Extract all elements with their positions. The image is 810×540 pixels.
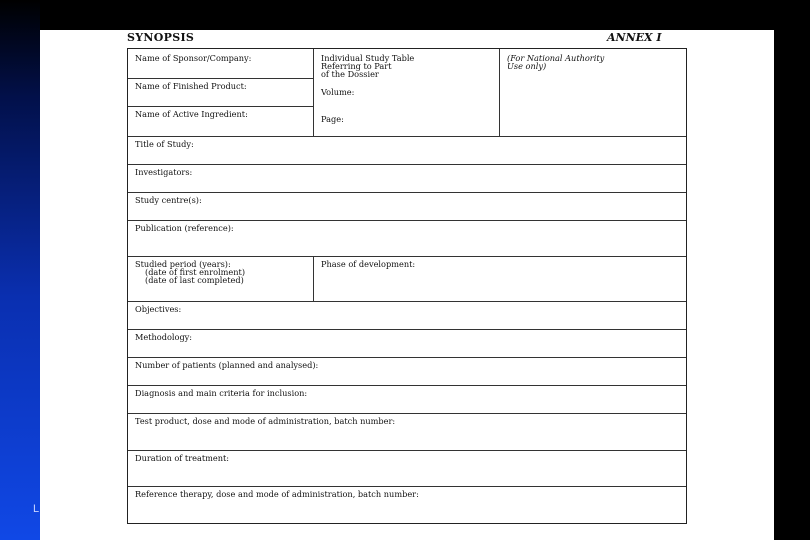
period-phase-divider — [313, 256, 314, 301]
slide-background-strip — [0, 0, 40, 540]
duration-label: Duration of treatment: — [135, 453, 230, 463]
row-divider — [128, 486, 686, 487]
phase-of-development-label: Phase of development: — [321, 259, 416, 269]
active-ingredient-label: Name of Active Ingredient: — [135, 109, 248, 119]
synopsis-form — [127, 48, 687, 524]
footer-text: L — [33, 503, 40, 515]
objectives-label: Objectives: — [135, 304, 182, 314]
volume-label: Volume: — [321, 87, 355, 97]
synopsis-heading: SYNOPSIS — [127, 31, 195, 44]
top-divider-2 — [499, 49, 500, 136]
diagnosis-label: Diagnosis and main criteria for inclusion: — [135, 388, 308, 398]
row-divider — [128, 220, 686, 221]
reference-therapy-label: Reference therapy, dose and mode of administration, batch number: — [135, 489, 419, 499]
row-divider — [128, 450, 686, 451]
row-divider — [128, 329, 686, 330]
authority-label-line1: (For National Authority — [507, 53, 605, 63]
row-divider — [128, 413, 686, 414]
finished-product-label: Name of Finished Product: — [135, 81, 247, 91]
top-divider-1 — [313, 49, 314, 136]
page-label: Page: — [321, 114, 344, 124]
study-table-label-line1: Individual Study Table — [321, 53, 415, 63]
top-left-divider-2 — [128, 106, 313, 107]
row-divider — [128, 357, 686, 358]
row-divider — [128, 301, 686, 302]
row-divider — [128, 136, 686, 137]
study-table-label-line2: Referring to Part — [321, 61, 392, 71]
study-centres-label: Study centre(s): — [135, 195, 202, 205]
study-table-label-line3: of the Dossier — [321, 69, 379, 79]
test-product-label: Test product, dose and mode of administration, batch number: — [135, 416, 396, 426]
row-divider — [128, 256, 686, 257]
top-left-divider-1 — [128, 78, 313, 79]
row-divider — [128, 192, 686, 193]
methodology-label: Methodology: — [135, 332, 193, 342]
studied-period-label: Studied period (years): — [135, 259, 231, 269]
row-divider — [128, 385, 686, 386]
sponsor-label: Name of Sponsor/Company: — [135, 53, 252, 63]
authority-label-line2: Use only) — [507, 61, 547, 71]
row-divider — [128, 164, 686, 165]
annex-heading: ANNEX I — [607, 31, 662, 44]
number-of-patients-label: Number of patients (planned and analysed): — [135, 360, 319, 370]
first-enrolment-label: (date of first enrolment) — [145, 267, 246, 277]
investigators-label: Investigators: — [135, 167, 193, 177]
publication-label: Publication (reference): — [135, 223, 234, 233]
last-completed-label: (date of last completed) — [145, 275, 244, 285]
title-of-study-label: Title of Study: — [135, 139, 194, 149]
